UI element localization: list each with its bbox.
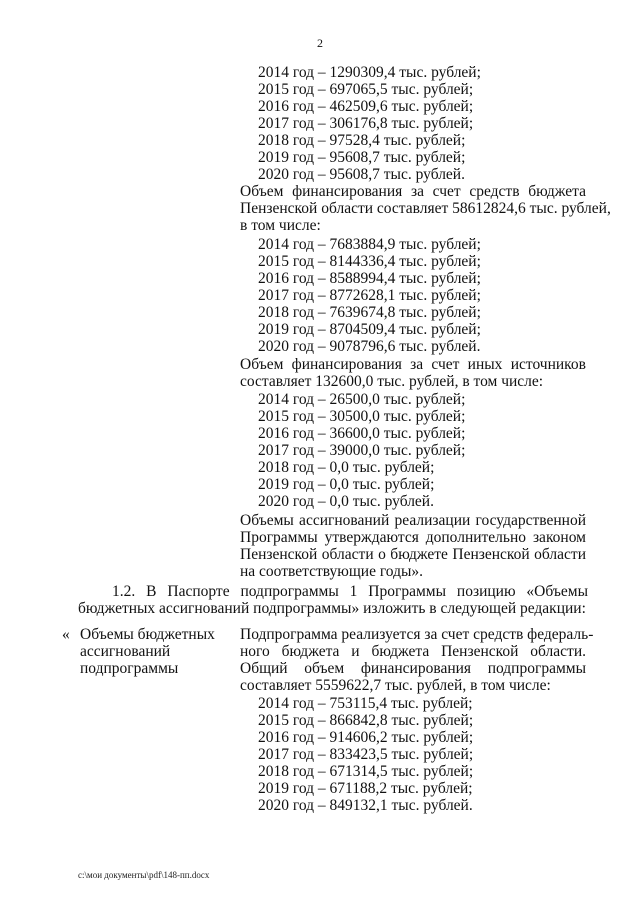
year-line: 2017 год – 8772628,1 тыс. рублей; <box>258 287 481 304</box>
table-label-line: подпрограммы <box>80 660 179 677</box>
year-line: 2017 год – 39000,0 тыс. рублей; <box>258 442 466 459</box>
year-line: 2017 год – 833423,5 тыс. рублей; <box>258 746 474 763</box>
year-line: 2020 год – 95608,7 тыс. рублей. <box>258 166 465 183</box>
year-line: 2014 год – 753115,4 тыс. рублей; <box>258 695 473 712</box>
year-line: 2015 год – 30500,0 тыс. рублей; <box>258 408 466 425</box>
year-line: 2019 год – 0,0 тыс. рублей; <box>258 476 435 493</box>
subprogram-intro-line: составляет 5559622,7 тыс. рублей, в том числе: <box>240 677 551 694</box>
footer-file-path: c:\мои документы\pdf\148-пп.docx <box>78 870 210 880</box>
subprogram-intro-line: Подпрограмма реализуется за счет средств федераль- <box>240 626 594 643</box>
year-line: 2015 год – 866842,8 тыс. рублей; <box>258 712 474 729</box>
amendment-line: бюджетных ассигнований подпрограммы» изложить в следующей редакции: <box>78 600 586 617</box>
year-line: 2018 год – 671314,5 тыс. рублей; <box>258 763 474 780</box>
year-line: 2016 год – 8588994,4 тыс. рублей; <box>258 270 481 287</box>
regional-intro-line: Объем финансирования за счет средств бюджета <box>240 183 586 200</box>
year-line: 2014 год – 1290309,4 тыс. рублей; <box>258 64 481 81</box>
year-line: 2020 год – 9078796,6 тыс. рублей. <box>258 338 481 355</box>
table-label-line: Объемы бюджетных <box>80 626 215 643</box>
approval-line: Пензенской области о бюджете Пензенской области <box>240 546 586 563</box>
page-number: 2 <box>317 36 323 50</box>
year-line: 2016 год – 914606,2 тыс. рублей; <box>258 729 474 746</box>
year-line: 2019 год – 671188,2 тыс. рублей; <box>258 780 473 797</box>
other-intro-line: составляет 132600,0 тыс. рублей, в том числе: <box>240 373 544 390</box>
year-line: 2018 год – 97528,4 тыс. рублей; <box>258 132 466 149</box>
year-line: 2020 год – 849132,1 тыс. рублей. <box>258 797 473 814</box>
table-label-line: ассигнований <box>80 643 171 660</box>
regional-intro-line: Пензенской области составляет 58612824,6 тыс. рублей, <box>240 200 611 217</box>
quote-mark: « <box>62 626 70 643</box>
year-line: 2014 год – 26500,0 тыс. рублей; <box>258 391 466 408</box>
year-line: 2015 год – 697065,5 тыс. рублей; <box>258 81 474 98</box>
year-line: 2020 год – 0,0 тыс. рублей. <box>258 493 434 510</box>
amendment-line: 1.2. В Паспорте подпрограммы 1 Программы позицию «Объемы <box>112 583 588 600</box>
year-line: 2018 год – 7639674,8 тыс. рублей; <box>258 304 481 321</box>
year-line: 2014 год – 7683884,9 тыс. рублей; <box>258 236 481 253</box>
year-line: 2016 год – 462509,6 тыс. рублей; <box>258 98 474 115</box>
subprogram-intro-line: ного бюджета и бюджета Пензенской области. <box>240 643 586 660</box>
approval-line: Объемы ассигнований реализации государственной <box>240 512 586 529</box>
year-line: 2018 год – 0,0 тыс. рублей; <box>258 459 435 476</box>
regional-intro-line: в том числе: <box>240 217 321 234</box>
year-line: 2016 год – 36600,0 тыс. рублей; <box>258 425 466 442</box>
year-line: 2019 год – 8704509,4 тыс. рублей; <box>258 321 481 338</box>
other-intro-line: Объем финансирования за счет иных источников <box>240 356 586 373</box>
year-line: 2015 год – 8144336,4 тыс. рублей; <box>258 253 481 270</box>
subprogram-intro-line: Общий объем финансирования подпрограммы <box>240 660 586 677</box>
approval-line: Программы утверждаются дополнительно законом <box>240 529 586 546</box>
approval-line: на соответствующие годы». <box>240 563 424 580</box>
year-line: 2017 год – 306176,8 тыс. рублей; <box>258 115 474 132</box>
year-line: 2019 год – 95608,7 тыс. рублей; <box>258 149 466 166</box>
